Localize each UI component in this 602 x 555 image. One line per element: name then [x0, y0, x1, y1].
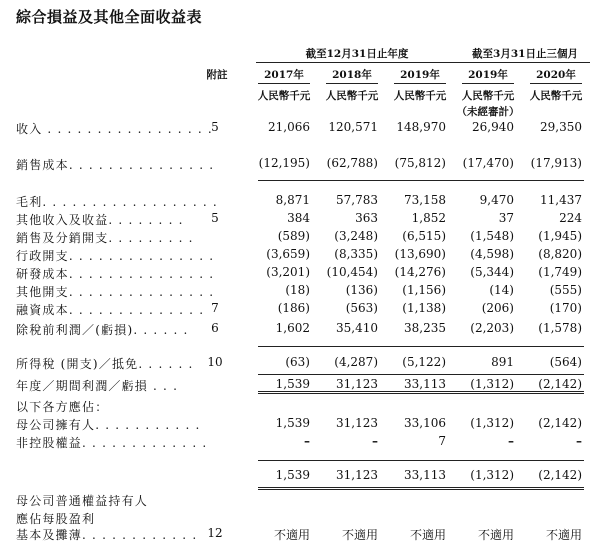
unaudited-label: （未經審計）: [456, 106, 520, 118]
row-value: (3,201): [266, 265, 310, 279]
note-header: 附註: [206, 69, 228, 81]
row-value: (1,312): [470, 468, 514, 482]
row-label-text: 研發成本: [16, 267, 69, 281]
row-value: (13,690): [394, 247, 446, 261]
year-underline: [258, 83, 310, 84]
row-value: (4,598): [470, 247, 514, 261]
row-value: (5,122): [402, 355, 446, 369]
row-note: 6: [211, 321, 219, 335]
row-leader-dots: . . . . . .: [133, 323, 189, 337]
row-value: 1,539: [275, 416, 310, 430]
group-header-annual-underline: [256, 62, 456, 63]
row-value: (14,276): [394, 265, 446, 279]
row-value: 33,113: [404, 377, 446, 391]
row-value: (75,812): [394, 156, 446, 170]
row-label: [16, 156, 215, 173]
row-label: [16, 416, 201, 433]
row-value: (186): [277, 301, 310, 315]
row-leader-dots: . . . . . .: [138, 357, 194, 371]
row-leader-dots: . . . . . . . . . . . . . . .: [68, 285, 215, 299]
row-label: [16, 120, 213, 137]
row-leader-dots: . . . . . . . .: [108, 213, 184, 227]
row-value: (555): [549, 283, 582, 297]
currency-header: 人民幣千元: [529, 90, 583, 102]
currency-header: 人民幣千元: [325, 90, 379, 102]
rule-before-total: [258, 460, 584, 461]
row-value: 31,123: [336, 468, 378, 482]
row-value: (563): [345, 301, 378, 315]
row-value: (2,142): [538, 377, 582, 391]
year-underline: [530, 83, 582, 84]
row-note: 12: [207, 526, 223, 540]
row-value: 891: [491, 355, 514, 369]
year-underline: [326, 83, 378, 84]
row-value: (136): [345, 283, 378, 297]
rule-after-pbt: [258, 346, 584, 347]
row-leader-dots: . . . . . . . . .: [108, 231, 194, 245]
row-value: (1,945): [538, 229, 582, 243]
row-value: 33,106: [404, 416, 446, 430]
row-value: 29,350: [540, 120, 582, 134]
row-leader-dots: . . . . . . . . . . . . . .: [68, 303, 205, 317]
row-label-text: 毛利: [16, 195, 43, 209]
row-value: (206): [481, 301, 514, 315]
row-value: 1,539: [275, 468, 310, 482]
row-label-text: 其他開支: [16, 285, 69, 299]
rule-total-double-bottom: [258, 489, 584, 490]
row-value: (12,195): [258, 156, 310, 170]
row-label: [16, 377, 194, 394]
row-label-text: 除稅前利潤／(虧損): [16, 323, 134, 337]
row-value: 1,602: [275, 321, 310, 335]
row-value: 384: [287, 211, 310, 225]
rule-after-cost: [258, 180, 584, 181]
row-value: 148,970: [396, 120, 446, 134]
row-value: –: [508, 434, 514, 448]
row-value: (1,578): [538, 321, 582, 335]
year-underline: [394, 83, 446, 84]
row-value: (5,344): [470, 265, 514, 279]
row-value: –: [304, 434, 310, 448]
row-value: –: [576, 434, 582, 448]
row-value: 31,123: [336, 377, 378, 391]
row-label-text: 銷售及分銷開支: [16, 231, 109, 245]
group-header-quarter-underline: [456, 62, 590, 63]
row-value: 33,113: [404, 468, 446, 482]
row-leader-dots: . . . . . . . . . . . . . . .: [68, 267, 215, 281]
row-value: (63): [285, 355, 310, 369]
row-leader-dots: . . . . . . . . . . .: [95, 418, 201, 432]
row-label-text: 融資成本: [16, 303, 69, 317]
row-value: (2,142): [538, 468, 582, 482]
row-leader-dots: . . . . . . . . . . . . . . .: [68, 158, 215, 172]
row-note: 5: [211, 211, 219, 225]
row-value: 8,871: [275, 193, 310, 207]
row-label-text: 應佔每股盈利: [16, 512, 96, 526]
row-label: [16, 193, 218, 210]
row-value: 7: [438, 434, 446, 448]
row-value: 11,437: [540, 193, 582, 207]
year-header-2018: 2018年: [332, 69, 372, 81]
row-value: 37: [498, 211, 514, 225]
row-leader-dots: . . . . . . . . . . . . . . . . . .: [42, 195, 218, 209]
row-value: (589): [277, 229, 310, 243]
row-label: [16, 229, 194, 246]
row-value: (1,138): [402, 301, 446, 315]
row-value: 57,783: [336, 193, 378, 207]
row-label: [16, 510, 194, 527]
row-value: (62,788): [326, 156, 378, 170]
row-leader-dots: . . . . . . . . . . . . . . . . .: [42, 122, 213, 136]
row-label-text: 基本及攤薄: [16, 528, 83, 542]
row-label-text: 非控股權益: [16, 436, 83, 450]
row-label-text: 其他收入及收益: [16, 213, 109, 227]
row-value: 不適用: [273, 528, 310, 542]
row-label-text: 母公司擁有人: [16, 418, 96, 432]
row-value: 9,470: [479, 193, 514, 207]
row-value: 不適用: [341, 528, 378, 542]
row-value: (3,659): [266, 247, 310, 261]
row-label: [16, 398, 194, 415]
rule-profit-double-top: [258, 391, 584, 392]
currency-header: 人民幣千元: [393, 90, 447, 102]
year-header-2017: 2017年: [264, 69, 304, 81]
row-note: 7: [211, 301, 219, 315]
rule-total-double-top: [258, 487, 584, 488]
row-label-text: 銷售成本: [16, 158, 69, 172]
row-label: [16, 247, 215, 264]
row-value: 26,940: [472, 120, 514, 134]
row-value: 363: [355, 211, 378, 225]
row-value: (1,156): [402, 283, 446, 297]
row-value: (8,335): [334, 247, 378, 261]
row-value: (1,312): [470, 377, 514, 391]
row-value: 224: [559, 211, 582, 225]
row-value: (8,820): [538, 247, 582, 261]
row-leader-dots: . . . . . . . . . . . .: [82, 528, 198, 542]
row-value: 21,066: [268, 120, 310, 134]
year-header-2019: 2019年: [400, 69, 440, 81]
currency-header: 人民幣千元: [257, 90, 311, 102]
rule-profit-double-bottom: [258, 393, 584, 394]
row-label-text: 收入: [16, 122, 43, 136]
row-value: (14): [489, 283, 514, 297]
row-label-text: 以下各方應佔：: [16, 400, 109, 414]
row-value: (18): [285, 283, 310, 297]
row-value: –: [372, 434, 378, 448]
row-leader-dots: . . .: [148, 379, 179, 393]
row-value: (170): [549, 301, 582, 315]
row-label: [16, 355, 194, 372]
row-value: (1,749): [538, 265, 582, 279]
row-value: 38,235: [404, 321, 446, 335]
row-value: (17,913): [530, 156, 582, 170]
row-leader-dots: . . . . . . . . . . . . . . .: [68, 249, 215, 263]
row-label: [16, 434, 208, 451]
row-label: [16, 283, 215, 300]
row-value: 1,852: [411, 211, 446, 225]
row-note: 5: [211, 120, 219, 134]
year-header-2019-q1: 2019年: [468, 69, 508, 81]
row-label-text: 母公司普通權益持有人: [16, 494, 149, 508]
row-value: (564): [549, 355, 582, 369]
row-label-text: 所得稅 (開支)／抵免: [16, 357, 139, 371]
row-value: (4,287): [334, 355, 378, 369]
row-value: (6,515): [402, 229, 446, 243]
row-label: [16, 301, 205, 318]
row-value: (17,470): [462, 156, 514, 170]
row-value: 31,123: [336, 416, 378, 430]
row-value: (1,312): [470, 416, 514, 430]
row-leader-dots: . . . . . . . . . . . . .: [82, 436, 208, 450]
year-underline: [462, 83, 514, 84]
row-label: [16, 265, 215, 282]
row-value: 73,158: [404, 193, 446, 207]
group-header-quarter: 截至3月31日止三個月: [472, 48, 578, 60]
row-label: [16, 492, 194, 509]
row-value: (3,248): [334, 229, 378, 243]
row-value: (10,454): [326, 265, 378, 279]
row-label: [16, 211, 194, 228]
row-value: 1,539: [275, 377, 310, 391]
row-label: [16, 526, 198, 543]
row-value: (1,548): [470, 229, 514, 243]
currency-header: 人民幣千元: [461, 90, 515, 102]
row-label-text: 行政開支: [16, 249, 69, 263]
row-value: 不適用: [477, 528, 514, 542]
row-value: 不適用: [545, 528, 582, 542]
row-label: [16, 321, 194, 338]
row-value: (2,203): [470, 321, 514, 335]
year-header-2020-q1: 2020年: [536, 69, 576, 81]
row-note: 10: [207, 355, 223, 369]
group-header-annual: 截至12月31日止年度: [305, 48, 409, 60]
row-value: 120,571: [328, 120, 378, 134]
row-value: (2,142): [538, 416, 582, 430]
statement-title: 綜合損益及其他全面收益表: [16, 8, 203, 26]
row-label-text: 年度／期間利潤／虧損: [16, 379, 149, 393]
row-value: 35,410: [336, 321, 378, 335]
rule-after-tax: [258, 374, 584, 375]
row-value: 不適用: [409, 528, 446, 542]
